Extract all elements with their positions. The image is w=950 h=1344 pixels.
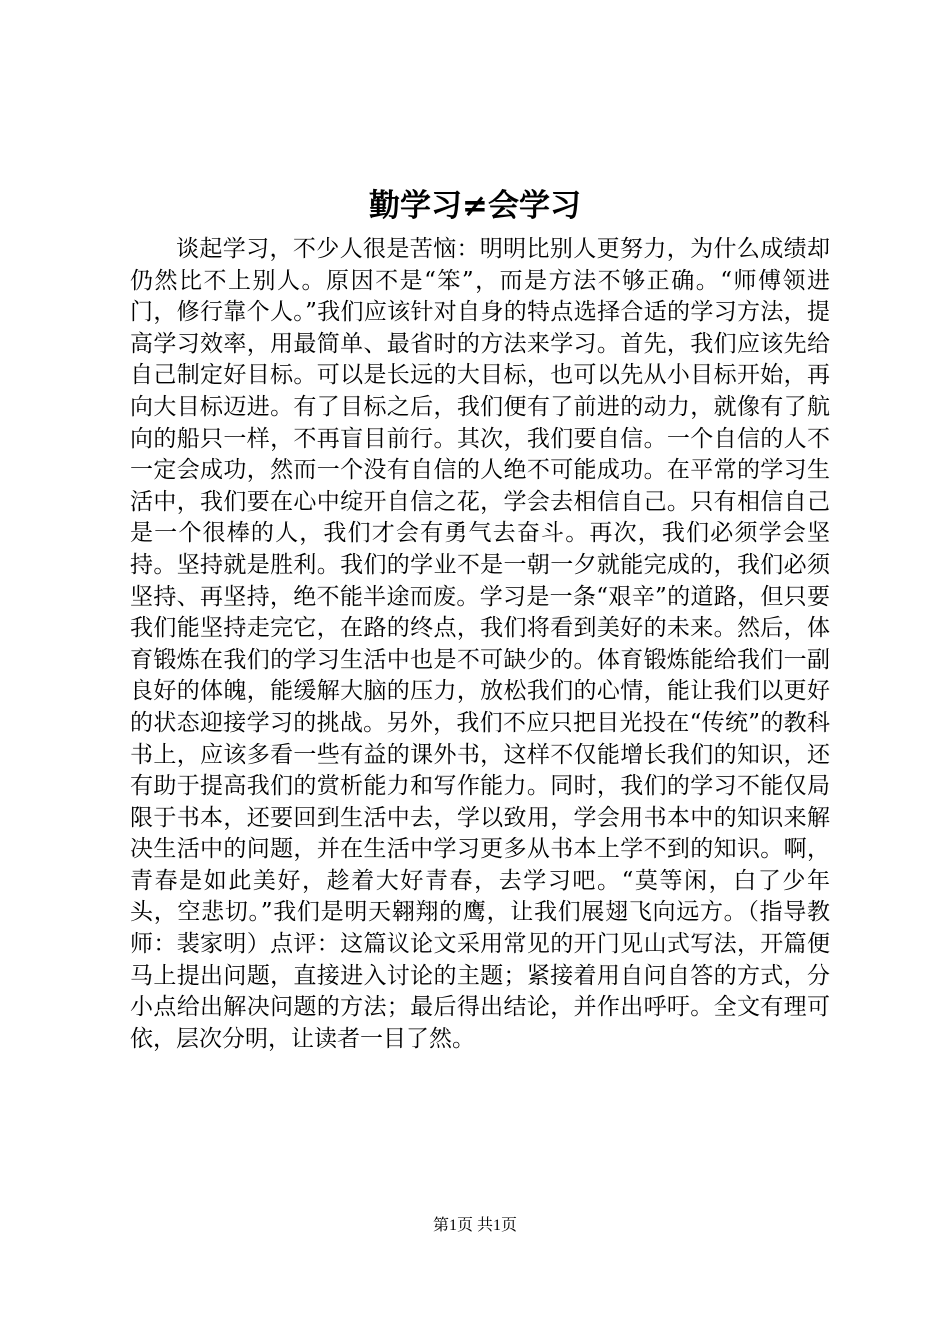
document-body: 谈起学习，不少人很是苦恼：明明比别人更努力，为什么成绩却仍然比不上别人。原因不是“笨”，而是方法不够正确。“师傅领进门，修行靠个人。”我们应该针对自身的特点选择合适的学习方法，提高学习效率，用最简单、最省时的方法来学习。首先，我们应该先给自己制定好目标。可以是长远的大目标，也可以先从小目标开始，再向大目标迈进。有了目标之后，我们便有了前进的动力，就像有了航向的船只一样，不再盲目前行。其次，我们要自信。一个自信的人不一定会成功，然而一个没有自信的人绝不可能成功。在平常的学习生活中，我们要在心中绽开自信之花，学会去相信自己。只有相信自己是一个很棒的人，我们才会有勇气去奋斗。再次，我们必须学会坚持。坚持就是胜利。我们的学业不是一朝一夕就能完成的，我们必须坚持、再坚持，绝不能半途而废。学习是一条“艰辛”的道路，但只要我们能坚持走完它，在路的终点，我们将看到美好的未来。然后，体育锻炼在我们的学习生活中也是不可缺少的。体育锻炼能给我们一副良好的体魄，能缓解大脑的压力，放松我们的心情，能让我们以更好的状态迎接学习的挑战。另外，我们不应只把目光投在“传统”的教科书上，应该多看一些有益的课外书，这样不仅能增长我们的知识，还有助于提高我们的赏析能力和写作能力。同时，我们的学习不能仅局限于书本，还要回到生活中去，学以致用，学会用书本中的知识来解决生活中的问题，并在生活中学习更多从书本上学不到的知识。啊，青春是如此美好，趁着大好青春，去学习吧。“莫等闲，白了少年头，空悲切。”我们是明天翱翔的鹰，让我们展翅飞向远方。（指导教师：裴家明）点评：这篇议论文采用常见的开门见山式写法，开篇便马上提出问题，直接进入讨论的主题；紧接着用自问自答的方式，分小点给出解决问题的方法；最后得出结论，并作出呼吁。全文有理可依，层次分明，让读者一目了然。 bbox=[130, 236, 830, 1052]
page-footer: 第1页 共1页 bbox=[432, 1217, 517, 1234]
document-title: 勤学习≠会学习 bbox=[369, 188, 581, 224]
